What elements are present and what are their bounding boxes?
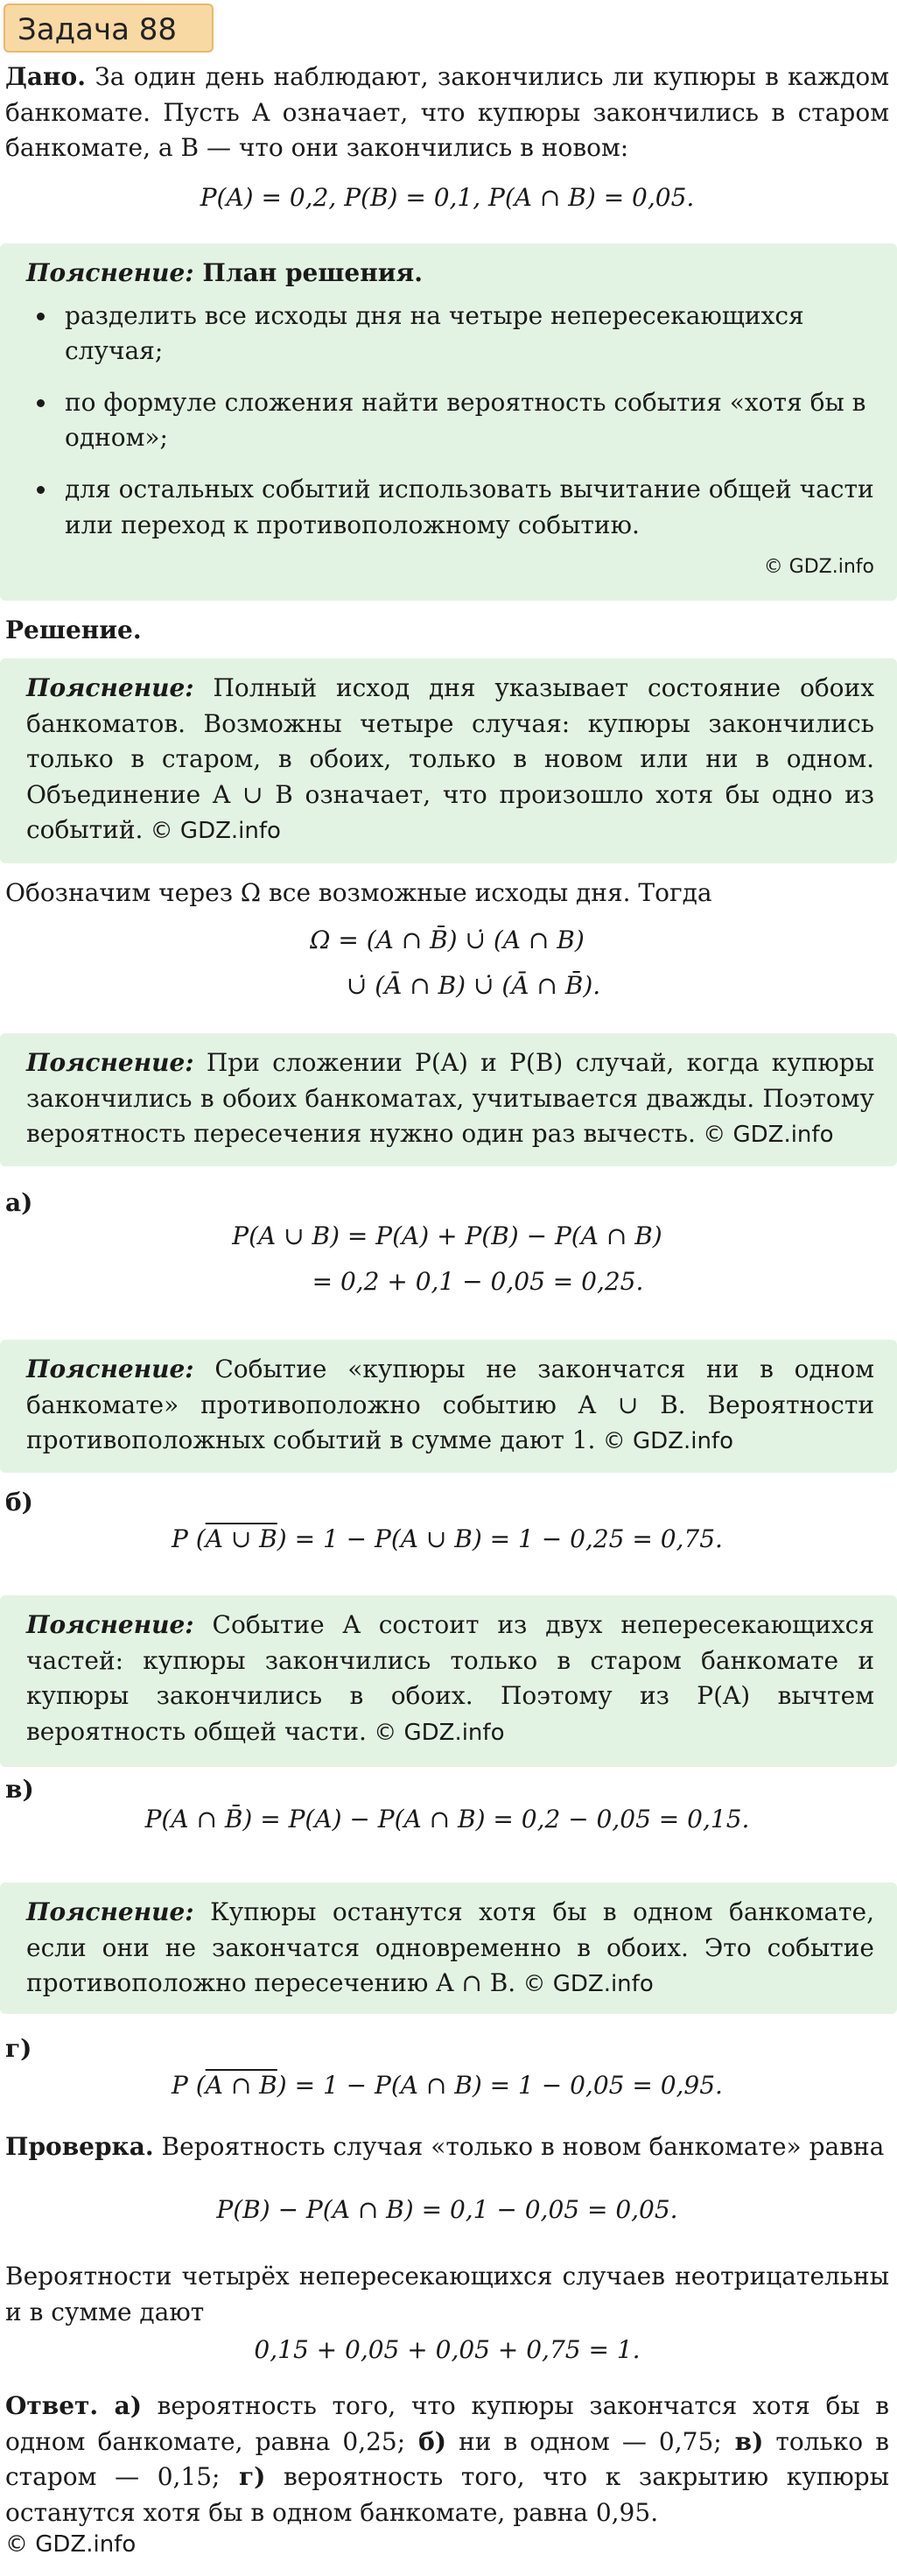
- note-2-lead: Пояснение:: [26, 1048, 194, 1077]
- part-b-label: б): [5, 1488, 33, 1517]
- note-2: [0, 1033, 897, 1166]
- part-a-line-2: = 0,2 + 0,1 − 0,05 = 0,25.: [312, 1267, 644, 1296]
- plan-note: [0, 243, 897, 601]
- omega-line-2: ∪̇ (Ā ∩ B) ∪̇ (Ā ∩ B̄).: [346, 971, 601, 1000]
- given-text: [5, 60, 889, 166]
- given-lead: Дано.: [5, 62, 86, 91]
- note-2-copyright: © GDZ.info: [695, 1122, 834, 1149]
- check-formula-2: 0,15 + 0,05 + 0,05 + 0,75 = 1.: [254, 2335, 641, 2364]
- note-4-copyright: © GDZ.info: [366, 1719, 505, 1746]
- answer-v-text: только в старом — 0,15;: [5, 2426, 890, 2492]
- note-4: [0, 1595, 897, 1767]
- answer-b-text: ни в одном — 0,75;: [446, 2426, 722, 2456]
- check-formula: P(B) − P(A ∩ B) = 0,1 − 0,05 = 0,05.: [216, 2195, 678, 2224]
- part-g-post: ) = 1 − P(A ∩ B) = 1 − 0,05 = 0,95.: [277, 2071, 723, 2100]
- note-3-lead: Пояснение:: [26, 1355, 194, 1383]
- part-b-pre: P (: [172, 1524, 206, 1553]
- part-g-pre: P (: [172, 2071, 206, 2100]
- part-b-formula: [5, 1522, 889, 1558]
- note-5-copyright: © GDZ.info: [515, 1971, 654, 1998]
- part-b-post: ) = 1 − P(A ∪ B) = 1 − 0,25 = 0,75.: [277, 1524, 723, 1553]
- answer-a-label: а): [98, 2391, 142, 2420]
- plan-head: План решения.: [193, 258, 423, 287]
- omega-line-1: Ω = (A ∩ B̄) ∪̇ (A ∩ B): [310, 926, 585, 954]
- answer-g-label: г): [220, 2462, 266, 2492]
- check-text-2: Вероятности четырёх непересекающихся случаев неотрицательны и в сумме дают: [5, 2262, 889, 2326]
- answer-g-text: вероятность того, что к закрытию купюры останутся хотя бы в одном банкомате, равна 0,95.: [5, 2462, 889, 2527]
- solution-label: Решение.: [5, 616, 142, 644]
- note-2-text: При сложении P(A) и P(B) случай, когда купюры закончились в обоих банкоматах, учитывается дважды. Поэтому вероятность пересечения нужно один раз вычесть.: [26, 1048, 874, 1149]
- check-lead: Проверка.: [5, 2132, 154, 2161]
- note-4-lead: Пояснение:: [26, 1610, 194, 1639]
- answer-lead: Ответ.: [5, 2391, 99, 2420]
- plan-item: • по формуле сложения найти вероятность события «хотя бы в одном»;: [58, 385, 874, 456]
- note-5: [0, 1883, 897, 2014]
- note-1-lead: Пояснение:: [26, 673, 194, 702]
- note-1-copyright: © GDZ.info: [143, 818, 281, 845]
- omega-text: Обозначим через Ω все возможные исходы дня. Тогда: [5, 878, 712, 907]
- note-1-text: Полный исход дня указывает состояние обоих банкоматов. Возможны четыре случая: купюры закончились только в старом, в обоих, только в новом или ни в одном. Объединение A ∪ B означает, что произошло хотя бы одно из событий.: [26, 673, 874, 845]
- part-g-formula: [5, 2068, 889, 2104]
- plan-copyright: © GDZ.info: [763, 556, 874, 579]
- note-4-text: Событие A состоит из двух непересекающихся частей: купюры закончились только в старом банкомате и купюры закончились в обоих. Поэтому из P(A) вычтем вероятность общей части.: [26, 1610, 874, 1746]
- note-3: [0, 1340, 897, 1473]
- answer-a-text: вероятность того, что купюры закончатся хотя бы в одном банкомате, равна 0,25;: [5, 2391, 889, 2456]
- plan-item: • разделить все исходы дня на четыре непересекающихся случая;: [58, 299, 874, 370]
- check-text: [5, 2129, 889, 2165]
- answer-text: [5, 2389, 889, 2530]
- footer-copyright: © GDZ.info: [5, 2531, 137, 2558]
- part-v-label: в): [5, 1775, 34, 1804]
- check-body: Вероятность случая «только в новом банкомате» равна: [153, 2132, 885, 2161]
- note-3-copyright: © GDZ.info: [595, 1428, 733, 1455]
- note-5-lead: Пояснение:: [26, 1897, 194, 1926]
- part-g-label: г): [5, 2034, 32, 2063]
- task-title: Задача 88: [4, 4, 214, 53]
- part-a-line-1: P(A ∪ B) = P(A) + P(B) − P(A ∩ B): [232, 1221, 662, 1250]
- part-b-over: A ∪ B: [205, 1524, 277, 1553]
- part-a-label: а): [5, 1188, 33, 1217]
- note-1: [0, 658, 897, 863]
- plan-list: [26, 299, 874, 544]
- note-5-text: Купюры останутся хотя бы в одном банкомате, если они не закончатся одновременно в обоих. Это событие противоположно пересечению A ∩ B.: [26, 1897, 874, 1998]
- given-formula: P(A) = 0,2, P(B) = 0,1, P(A ∩ B) = 0,05.: [200, 183, 695, 212]
- plan-item: • для остальных событий использовать вычитание общей части или переход к противоположному событию.: [58, 472, 874, 543]
- part-g-over: A ∩ B: [205, 2071, 277, 2100]
- given-body: За один день наблюдают, закончились ли купюры в каждом банкомате. Пусть A означает, что купюры закончились в старом банкомате, а B — что они закончились в новом:: [5, 62, 889, 163]
- part-v-formula: P(A ∩ B̄) = P(A) − P(A ∩ B) = 0,2 − 0,05 = 0,15.: [144, 1805, 750, 1833]
- answer-v-label: в): [721, 2426, 764, 2456]
- note-3-text: Событие «купюры не закончатся ни в одном банкомате» противоположно событию A ∪ B. Вероятности противоположных событий в сумме дают 1.: [26, 1355, 874, 1455]
- answer-b-label: б): [405, 2426, 447, 2456]
- plan-lead: Пояснение:: [26, 258, 194, 287]
